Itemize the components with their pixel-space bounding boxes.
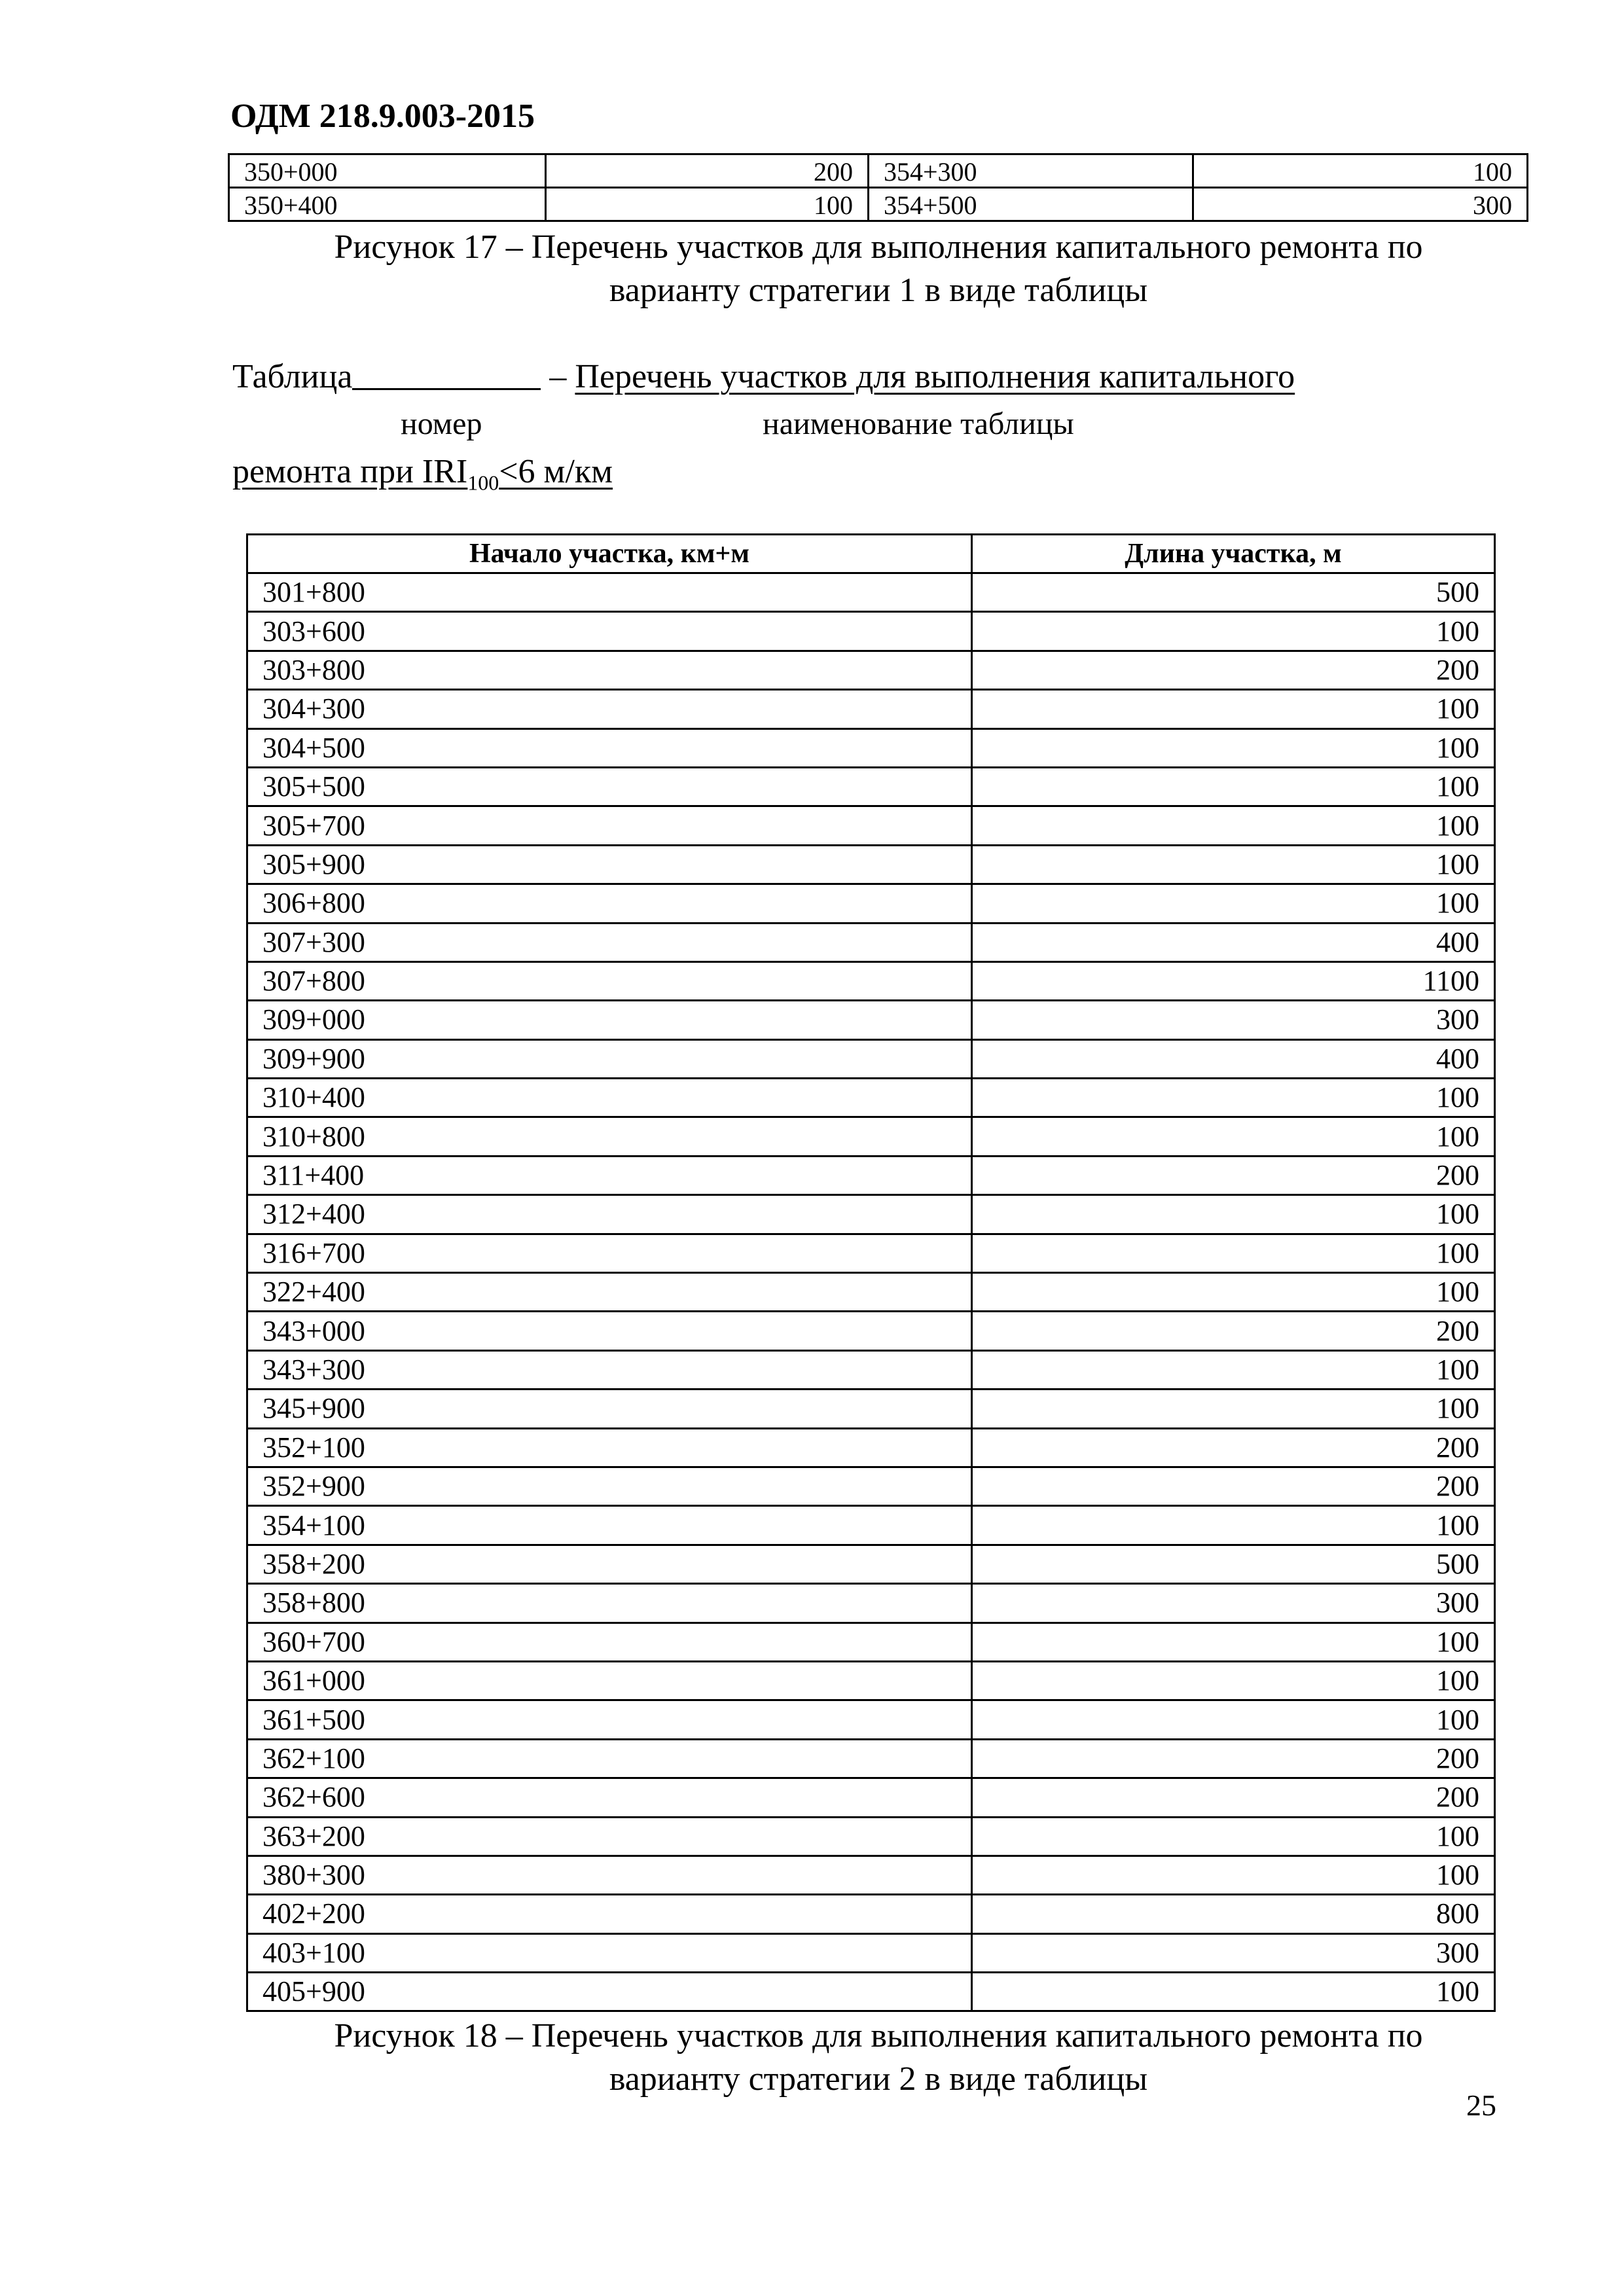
table-name-label: наименование таблицы — [763, 406, 1074, 441]
section-length-cell: 100 — [972, 1817, 1495, 1856]
section-start-cell: 343+300 — [247, 1350, 972, 1389]
table-header-row — [247, 535, 1495, 573]
figure-17-caption-line-1: Рисунок 17 – Перечень участков для выполнения капитального ремонта по — [334, 228, 1423, 266]
section-start-cell: 350+400 — [229, 188, 546, 221]
table-row — [247, 1156, 1495, 1194]
section-length-cell: 100 — [972, 1079, 1495, 1117]
section-start-cell: 402+200 — [247, 1895, 972, 1933]
figure-18-caption-line-2: варианту стратегии 2 в виде таблицы — [609, 2060, 1148, 2098]
table-row — [247, 1933, 1495, 1972]
table-row — [247, 1661, 1495, 1700]
section-length-cell: 100 — [972, 1195, 1495, 1234]
section-length-cell: 300 — [972, 1001, 1495, 1039]
section-length-cell: 100 — [972, 845, 1495, 884]
section-length-cell: 200 — [972, 1156, 1495, 1194]
section-start-cell: 361+500 — [247, 1700, 972, 1739]
repair-sections-table — [246, 533, 1496, 2012]
section-start-cell: 352+900 — [247, 1467, 972, 1505]
header-section-length: Длина участка, м — [972, 535, 1495, 573]
section-start-cell: 354+300 — [869, 154, 1193, 188]
table-row — [247, 612, 1495, 651]
section-start-cell: 305+900 — [247, 845, 972, 884]
previous-table-fragment — [228, 153, 1528, 222]
table-title-line-1 — [232, 357, 1295, 397]
section-length-cell: 100 — [972, 1973, 1495, 2011]
table-row — [247, 573, 1495, 612]
table-row — [247, 1390, 1495, 1428]
table-row — [247, 1428, 1495, 1467]
section-start-cell: 303+800 — [247, 651, 972, 689]
section-start-cell: 361+000 — [247, 1661, 972, 1700]
figure-17-caption-line-2: варианту стратегии 1 в виде таблицы — [609, 272, 1148, 309]
section-start-cell: 309+000 — [247, 1001, 972, 1039]
section-length-cell: 500 — [972, 1545, 1495, 1583]
section-start-cell: 362+100 — [247, 1739, 972, 1778]
section-length-cell: 100 — [972, 1273, 1495, 1312]
header-section-start: Начало участка, км+м — [247, 535, 972, 573]
figure-18-caption-line-1: Рисунок 18 – Перечень участков для выполнения капитального ремонта по — [334, 2017, 1423, 2054]
section-start-cell: 358+200 — [247, 1545, 972, 1583]
section-start-cell: 304+500 — [247, 728, 972, 767]
section-length-cell: 200 — [972, 1467, 1495, 1505]
table-row — [247, 728, 1495, 767]
table-row — [247, 1350, 1495, 1389]
table-row — [247, 923, 1495, 961]
table-row — [247, 1312, 1495, 1350]
table-prefix: Таблица — [232, 358, 353, 395]
section-length-cell: 300 — [972, 1933, 1495, 1972]
section-length-cell: 100 — [972, 1623, 1495, 1661]
table-row — [247, 1973, 1495, 2011]
section-length-cell: 500 — [972, 573, 1495, 612]
table-row — [247, 1117, 1495, 1156]
section-length-cell: 100 — [972, 1700, 1495, 1739]
section-start-cell: 305+700 — [247, 806, 972, 845]
section-length-cell: 200 — [972, 1312, 1495, 1350]
table-row — [247, 1700, 1495, 1739]
section-length-cell: 800 — [972, 1895, 1495, 1933]
section-start-cell: 403+100 — [247, 1933, 972, 1972]
table-row — [247, 651, 1495, 689]
table-row — [247, 1545, 1495, 1583]
figure-18-caption — [230, 2015, 1526, 2101]
table-row — [247, 1817, 1495, 1856]
table-row — [247, 1506, 1495, 1545]
table-row — [247, 1039, 1495, 1078]
table-title-threshold: <6 м/км — [499, 453, 613, 490]
table-title-iri: ремонта при IRI — [232, 453, 468, 490]
table-number-blank — [352, 387, 541, 390]
table-row — [247, 690, 1495, 728]
table-title-iri-subscript: 100 — [467, 471, 499, 495]
table-row — [247, 1778, 1495, 1817]
table-row — [247, 1467, 1495, 1505]
section-start-cell: 363+200 — [247, 1817, 972, 1856]
section-length-cell: 200 — [972, 651, 1495, 689]
section-start-cell: 362+600 — [247, 1778, 972, 1817]
section-length-cell: 100 — [972, 884, 1495, 923]
table-row — [229, 188, 1528, 221]
table-row — [247, 845, 1495, 884]
section-start-cell: 306+800 — [247, 884, 972, 923]
table-dash: – — [541, 358, 575, 395]
section-start-cell: 380+300 — [247, 1856, 972, 1894]
section-length-cell: 100 — [972, 1234, 1495, 1272]
section-length-cell: 100 — [972, 1390, 1495, 1428]
section-length-cell: 200 — [972, 1739, 1495, 1778]
table-title-text: Перечень участков для выполнения капитального — [575, 358, 1295, 395]
section-length-cell: 100 — [972, 767, 1495, 806]
section-length-cell: 300 — [972, 1584, 1495, 1623]
section-length-cell: 100 — [1193, 154, 1528, 188]
section-length-cell: 200 — [972, 1778, 1495, 1817]
table-row — [229, 154, 1528, 188]
section-start-cell: 301+800 — [247, 573, 972, 612]
section-length-cell: 100 — [972, 1117, 1495, 1156]
section-start-cell: 307+800 — [247, 961, 972, 1000]
section-length-cell: 100 — [546, 188, 869, 221]
table-row — [247, 1079, 1495, 1117]
section-start-cell: 350+000 — [229, 154, 546, 188]
table-row — [247, 806, 1495, 845]
table-title-line-2 — [232, 452, 613, 503]
table-row — [247, 1739, 1495, 1778]
table-row — [247, 1856, 1495, 1894]
table-row — [247, 884, 1495, 923]
table-row — [247, 1623, 1495, 1661]
section-start-cell: 310+400 — [247, 1079, 972, 1117]
section-length-cell: 100 — [972, 612, 1495, 651]
section-start-cell: 322+400 — [247, 1273, 972, 1312]
section-length-cell: 400 — [972, 923, 1495, 961]
section-start-cell: 360+700 — [247, 1623, 972, 1661]
table-title-continuation — [232, 453, 613, 495]
section-start-cell: 305+500 — [247, 767, 972, 806]
section-length-cell: 200 — [972, 1428, 1495, 1467]
table-number-label: номер — [401, 406, 482, 441]
section-start-cell: 312+400 — [247, 1195, 972, 1234]
section-start-cell: 354+500 — [869, 188, 1193, 221]
table-row — [247, 1273, 1495, 1312]
table-row — [247, 1234, 1495, 1272]
table-row — [247, 767, 1495, 806]
table-row — [247, 961, 1495, 1000]
section-start-cell: 304+300 — [247, 690, 972, 728]
section-length-cell: 1100 — [972, 961, 1495, 1000]
section-length-cell: 300 — [1193, 188, 1528, 221]
section-length-cell: 400 — [972, 1039, 1495, 1078]
document-code: ОДМ 218.9.003-2015 — [230, 98, 535, 135]
section-start-cell: 307+300 — [247, 923, 972, 961]
section-start-cell: 354+100 — [247, 1506, 972, 1545]
section-start-cell: 310+800 — [247, 1117, 972, 1156]
section-start-cell: 345+900 — [247, 1390, 972, 1428]
section-length-cell: 100 — [972, 1661, 1495, 1700]
section-start-cell: 358+800 — [247, 1584, 972, 1623]
section-start-cell: 303+600 — [247, 612, 972, 651]
table-row — [247, 1584, 1495, 1623]
page-number: 25 — [1466, 2089, 1496, 2122]
section-length-cell: 100 — [972, 1506, 1495, 1545]
section-start-cell: 316+700 — [247, 1234, 972, 1272]
table-row — [247, 1895, 1495, 1933]
section-length-cell: 100 — [972, 690, 1495, 728]
section-start-cell: 343+000 — [247, 1312, 972, 1350]
figure-17-caption — [230, 226, 1526, 312]
section-start-cell: 311+400 — [247, 1156, 972, 1194]
table-row — [247, 1001, 1495, 1039]
section-length-cell: 200 — [546, 154, 869, 188]
section-length-cell: 100 — [972, 806, 1495, 845]
section-length-cell: 100 — [972, 1856, 1495, 1894]
section-start-cell: 405+900 — [247, 1973, 972, 2011]
section-length-cell: 100 — [972, 1350, 1495, 1389]
section-start-cell: 352+100 — [247, 1428, 972, 1467]
table-row — [247, 1195, 1495, 1234]
section-start-cell: 309+900 — [247, 1039, 972, 1078]
section-length-cell: 100 — [972, 728, 1495, 767]
